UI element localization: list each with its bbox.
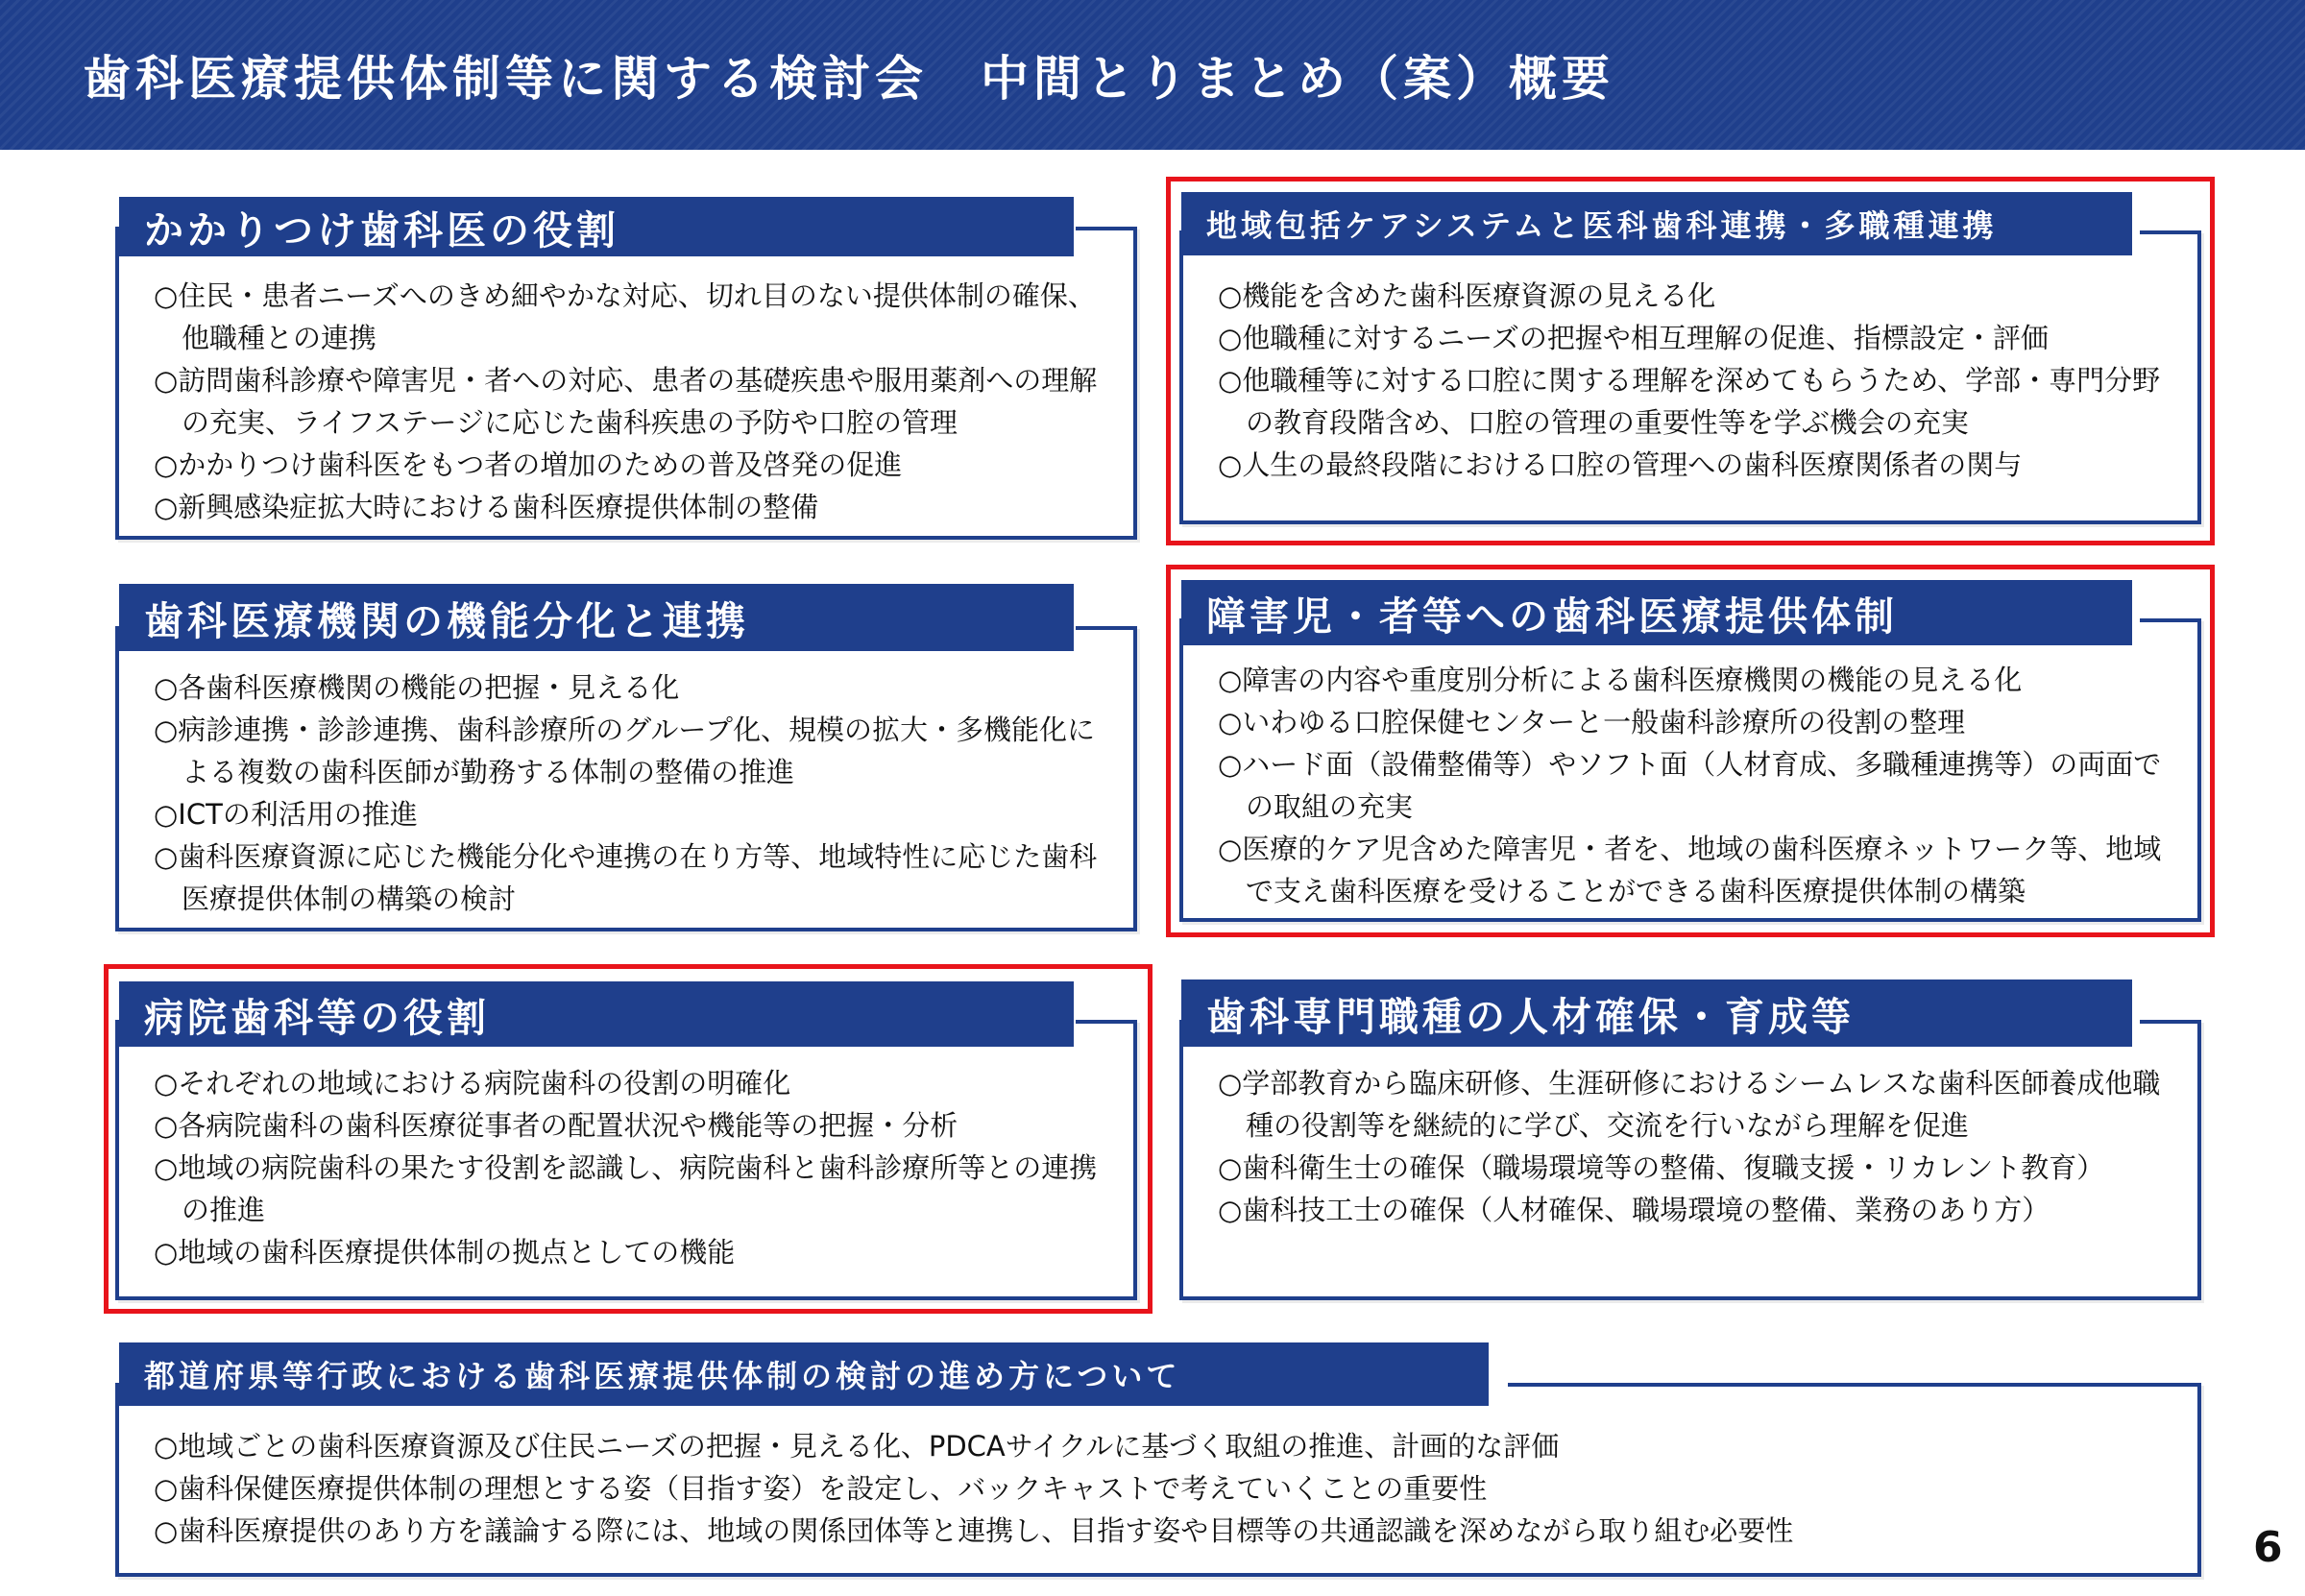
section-connector [1076,1020,1137,1024]
list-item: ○地域の歯科医療提供体制の拠点としての機能 [154,1236,736,1269]
section-connector [2140,230,2201,234]
section-items [1218,1062,2169,1231]
section-title: 障害児・者等への歯科医療提供体制 [1181,580,2132,645]
section-title: 歯科専門職種の人材確保・育成等 [1181,979,2132,1047]
list-item: ○歯科保健医療提供体制の理想とする姿（目指す姿）を設定し、バックキャストで考えていくことの重要性 [154,1472,1488,1505]
section-connector [1508,1383,2201,1387]
list-item: ○各歯科医療機関の機能の把握・見える化 [154,671,680,704]
section-title: 都道府県等行政における歯科医療提供体制の検討の進め方について [119,1342,1489,1406]
list-item: ○新興感染症拡大時における歯科医療提供体制の整備 [154,491,819,523]
section-items [1218,659,2169,912]
list-item: ○各病院歯科の歯科医療従事者の配置状況や機能等の把握・分析 [154,1109,958,1142]
section-connector [2140,618,2201,622]
section-items [154,1062,1104,1273]
list-item: ○いわゆる口腔保健センターと一般歯科診療所の役割の整理 [1218,706,1966,738]
section-title: 病院歯科等の役割 [119,981,1074,1047]
list-item: ○学部教育から臨床研修、生涯研修におけるシームレスな歯科医師養成他職種の役割等を継続的に学び、交流を行いながら理解を促進 [1218,1067,2161,1142]
list-item: ○地域の病院歯科の果たす役割を認識し、病院歯科と歯科診療所等との連携の推進 [154,1151,1098,1226]
list-item: ○人生の最終段階における口腔の管理への歯科医療関係者の関与 [1218,448,2023,481]
page-title: 歯科医療提供体制等に関する検討会 中間とりまとめ（案）概要 [83,51,1614,107]
section-connector [1076,626,1137,630]
section-title: 地域包括ケアシステムと医科歯科連携・多職種連携 [1181,192,2132,255]
page-number: 6 [2253,1523,2283,1572]
header-banner [0,0,2305,150]
list-item: ○歯科医療資源に応じた機能分化や連携の在り方等、地域特性に応じた歯科医療提供体制の構築の検討 [154,840,1098,915]
list-item: ○病診連携・診診連携、歯科診療所のグループ化、規模の拡大・多機能化による複数の歯科医師が勤務する体制の整備の推進 [154,713,1095,788]
list-item: ○かかりつけ歯科医をもつ者の増加のための普及啓発の促進 [154,448,903,481]
section-connector [2140,1020,2201,1024]
list-item: ○機能を含めた歯科医療資源の見える化 [1218,279,1716,312]
list-item: ○歯科衛生士の確保（職場環境等の整備、復職支援・リカレント教育） [1218,1151,2105,1184]
list-item: ○障害の内容や重度別分析による歯科医療機関の機能の見える化 [1218,664,2023,696]
section-items [1218,275,2169,486]
section-title: 歯科医療機関の機能分化と連携 [119,584,1074,651]
section-title: かかりつけ歯科医の役割 [119,197,1074,256]
section-items [154,666,1104,920]
list-item: ○他職種等に対する口腔に関する理解を深めてもらうため、学部・専門分野の教育段階含め、口腔の管理の重要性等を学ぶ機会の充実 [1218,364,2161,439]
list-item: ○訪問歯科診療や障害児・者への対応、患者の基礎疾患や服用薬剤への理解の充実、ライフステージに応じた歯科疾患の予防や口腔の管理 [154,364,1098,439]
list-item: ○歯科医療提供のあり方を議論する際には、地域の関係団体等と連携し、目指す姿や目標等の共通認識を深めながら取り組む必要性 [154,1514,1794,1547]
list-item: ○ハード面（設備整備等）やソフト面（人材育成、多職種連携等）の両面での取組の充実 [1218,748,2162,823]
list-item: ○住民・患者ニーズへのきめ細やかな対応、切れ目のない提供体制の確保、他職種との連携 [154,279,1096,354]
list-item: ○ICTの利活用の推進 [154,798,418,831]
list-item: ○他職種に対するニーズの把握や相互理解の促進、指標設定・評価 [1218,322,2049,354]
section-items [154,1425,2180,1552]
section-items [154,275,1104,528]
list-item: ○医療的ケア児含めた障害児・者を、地域の歯科医療ネットワーク等、地域で支え歯科医療を受けることができる歯科医療提供体制の構築 [1218,833,2162,907]
list-item: ○地域ごとの歯科医療資源及び住民ニーズの把握・見える化、PDCAサイクルに基づく取組の推進、計画的な評価 [154,1430,1560,1463]
list-item: ○歯科技工士の確保（人材確保、職場環境の整備、業務のあり方） [1218,1194,2050,1226]
section-connector [1076,227,1137,230]
list-item: ○それぞれの地域における病院歯科の役割の明確化 [154,1067,791,1100]
